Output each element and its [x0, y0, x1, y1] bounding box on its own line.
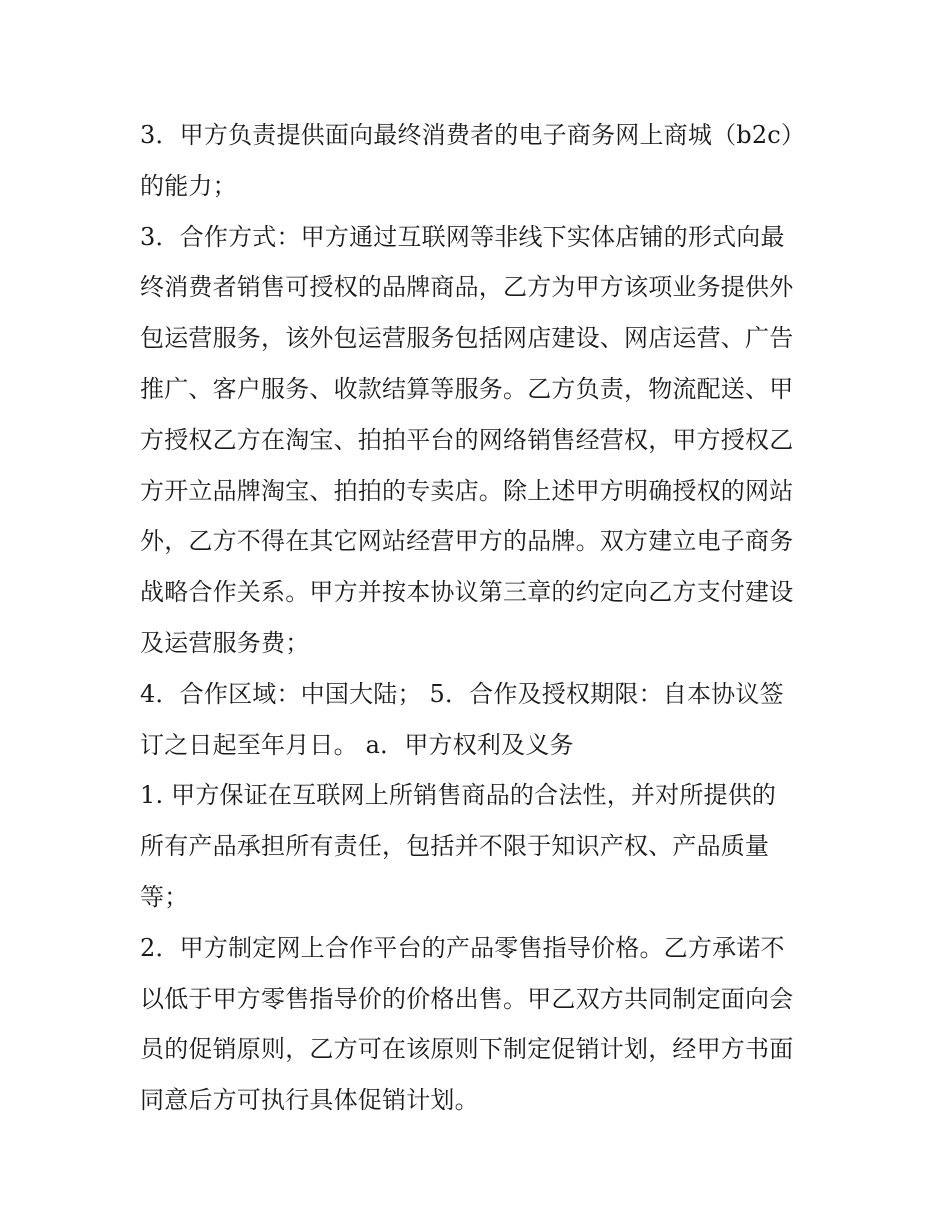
text-line: 方授权乙方在淘宝、拍拍平台的网络销售经营权，甲方授权乙 — [140, 425, 794, 454]
text-line: 推广、客户服务、收款结算等服务。乙方负责，物流配送、甲 — [140, 374, 794, 403]
document-body — [140, 110, 820, 1126]
text-line: 方开立品牌淘宝、拍拍的专卖店。除上述甲方明确授权的网站 — [140, 476, 794, 505]
text-line: 等； — [140, 882, 189, 911]
text-line: 终消费者销售可授权的品牌商品，乙方为甲方该项业务提供外 — [140, 273, 794, 302]
text-line: 3．合作方式：甲方通过互联网等非线下实体店铺的形式向最 — [140, 222, 785, 251]
text-line: 员的促销原则，乙方可在该原则下制定促销计划，经甲方书面 — [140, 1035, 794, 1064]
text-line: 3．甲方负责提供面向最终消费者的电子商务网上商城（b2c） — [140, 121, 806, 149]
text-line: 2．甲方制定网上合作平台的产品零售指导价格。乙方承诺不 — [140, 933, 785, 962]
text-line: 外，乙方不得在其它网站经营甲方的品牌。双方建立电子商务 — [140, 527, 794, 556]
text-line: 1. 甲方保证在互联网上所销售商品的合法性，并对所提供的 — [140, 781, 777, 810]
text-line: 4．合作区域：中国大陆； 5．合作及授权期限：自本协议签 — [140, 679, 784, 708]
text-line: 所有产品承担所有责任，包括并不限于知识产权、产品质量 — [140, 832, 770, 861]
text-line: 的能力； — [140, 171, 237, 200]
text-line: 订之日起至年月日。 a．甲方权利及义务 — [140, 730, 574, 759]
text-line: 战略合作关系。甲方并按本协议第三章的约定向乙方支付建设 — [140, 578, 794, 607]
text-line: 以低于甲方零售指导价的价格出售。甲乙双方共同制定面向会 — [140, 984, 794, 1013]
text-line: 同意后方可执行具体促销计划。 — [140, 1086, 479, 1115]
text-line: 包运营服务，该外包运营服务包括网店建设、网店运营、广告 — [140, 324, 794, 353]
text-line: 及运营服务费； — [140, 628, 310, 657]
